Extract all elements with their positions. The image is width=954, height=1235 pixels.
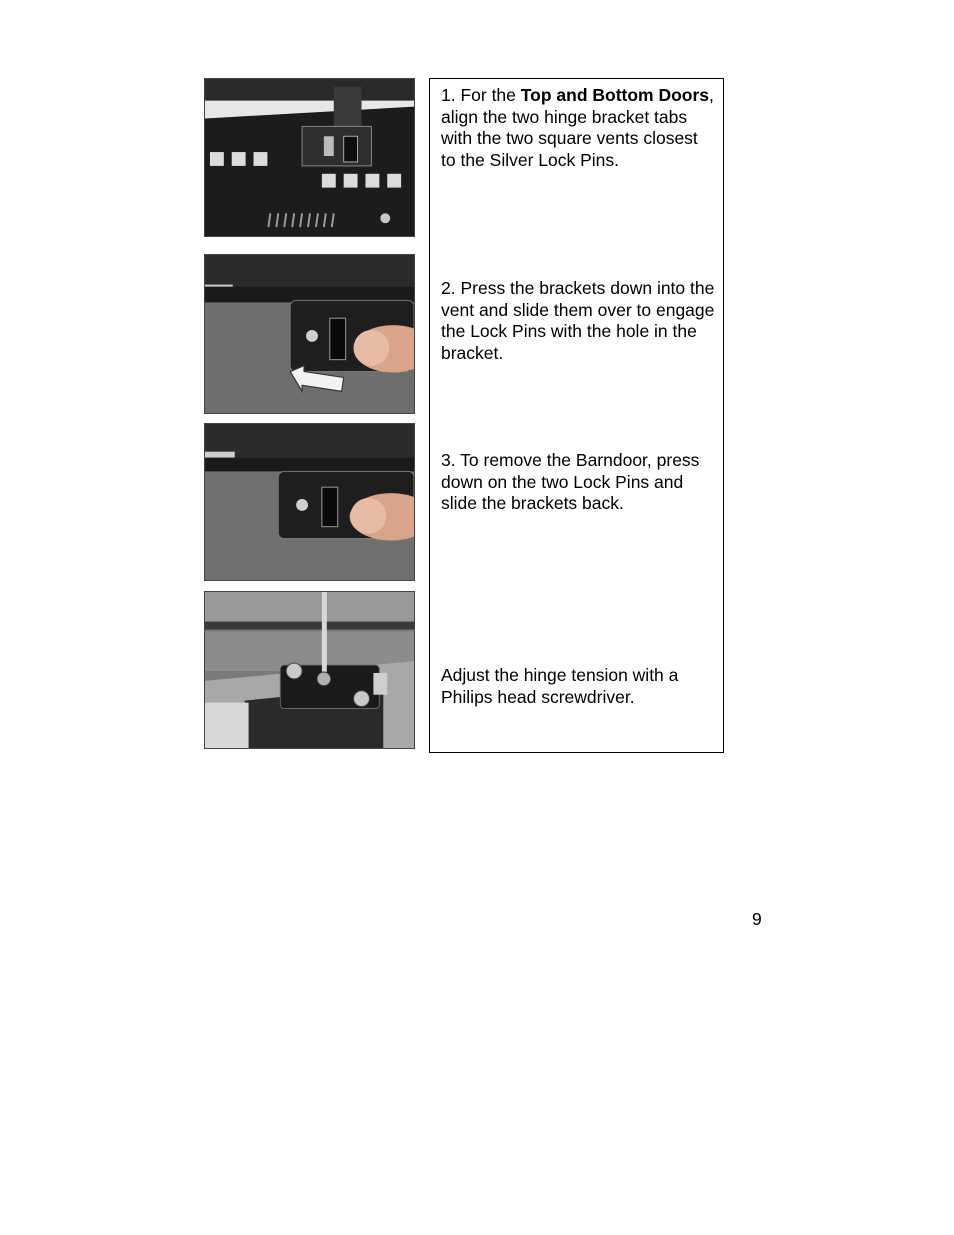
press-bracket-slide-photo	[204, 254, 415, 414]
instructions-box	[429, 78, 724, 753]
step-1-prefix: 1. For the	[441, 85, 521, 105]
page-number: 9	[752, 909, 762, 929]
remove-barndoor-photo	[204, 423, 415, 581]
screwdriver-hinge-tension-photo	[204, 591, 415, 749]
step-1-bold: Top and Bottom Doors	[520, 85, 710, 105]
step-4-text: Adjust the hinge tension with a Philips head screwdriver.	[441, 665, 679, 707]
step-1-text	[441, 85, 716, 171]
step-1-suffix: , align the two hinge bracket tabs with the two square vents closest to the Silver Lock Pins.	[441, 85, 714, 170]
step-3-text: 3. To remove the Barndoor, press down on the two Lock Pins and slide the brackets back.	[441, 450, 700, 513]
step-2-text: 2. Press the brackets down into the vent and slide them over to engage the Lock Pins with the hole in the bracket.	[441, 278, 715, 363]
hinge-bracket-alignment-photo	[204, 78, 415, 237]
